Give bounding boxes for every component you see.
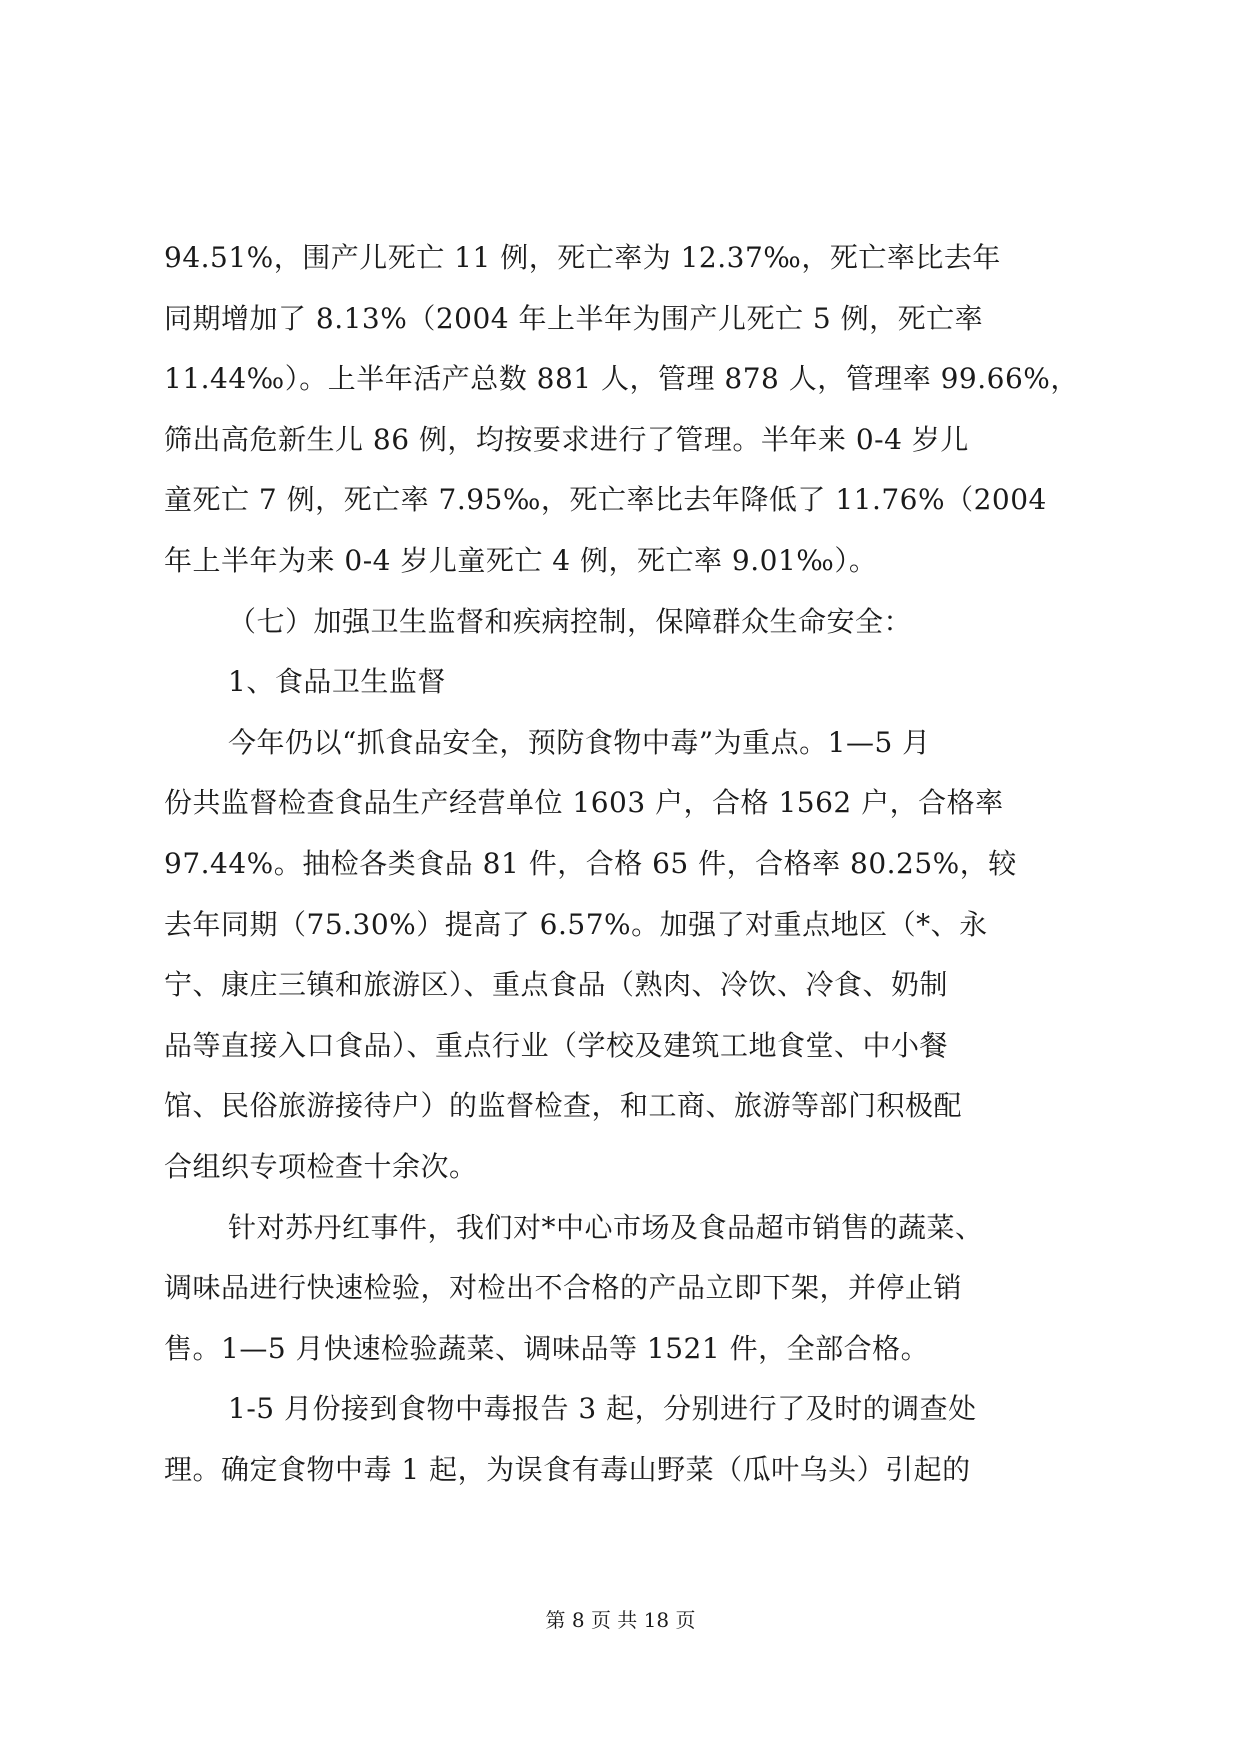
text-line: 11.44‰）。上半年活产总数 881 人，管理 878 人，管理率 99.66%，	[164, 362, 1079, 396]
text-line: 宁、康庄三镇和旅游区）、重点食品（熟肉、冷饮、冷食、奶制	[164, 968, 949, 1002]
text-line: 94.51%，围产儿死亡 11 例，死亡率为 12.37‰，死亡率比去年	[164, 241, 1001, 274]
document-body	[164, 228, 1084, 1500]
paragraph-start: 针对苏丹红事件，我们对*中心市场及食品超市销售的蔬菜、	[228, 1210, 984, 1244]
text-line: 筛出高危新生儿 86 例，均按要求进行了管理。半年来 0-4 岁儿	[164, 422, 969, 456]
text-line: 馆、民俗旅游接待户）的监督检查，和工商、旅游等部门积极配	[164, 1089, 963, 1123]
text-line: 份共监督检查食品生产经营单位 1603 户，合格 1562 户，合格率	[164, 786, 1004, 820]
text-line: 调味品进行快速检验，对检出不合格的产品立即下架，并停止销	[164, 1271, 963, 1305]
text-line: 去年同期（75.30%）提高了 6.57%。加强了对重点地区（*、永	[164, 907, 988, 941]
text-line: 售。1—5 月快速检验蔬菜、调味品等 1521 件，全部合格。	[164, 1331, 930, 1365]
page-footer: 第 8 页 共 18 页	[545, 1608, 696, 1632]
text-line: 理。确定食物中毒 1 起，为误食有毒山野菜（瓜叶乌头）引起的	[164, 1452, 971, 1486]
text-line: 品等直接入口食品）、重点行业（学校及建筑工地食堂、中小餐	[164, 1028, 949, 1062]
paragraph-start: 今年仍以“抓食品安全，预防食物中毒”为重点。1—5 月	[228, 725, 931, 759]
text-line: 同期增加了 8.13%（2004 年上半年为围产儿死亡 5 例，死亡率	[164, 301, 984, 335]
paragraph-start: 1-5 月份接到食物中毒报告 3 起，分别进行了及时的调查处	[228, 1392, 977, 1426]
text-line: 年上半年为来 0-4 岁儿童死亡 4 例，死亡率 9.01‰）。	[164, 543, 878, 577]
subsection-heading: 1、食品卫生监督	[228, 665, 446, 699]
text-line: 合组织专项检查十余次。	[164, 1149, 478, 1183]
text-line: 童死亡 7 例，死亡率 7.95‰，死亡率比去年降低了 11.76%（2004	[164, 483, 1047, 517]
text-line: 97.44%。抽检各类食品 81 件，合格 65 件，合格率 80.25%，较	[164, 846, 1017, 880]
section-heading: （七）加强卫生监督和疾病控制，保障群众生命安全：	[228, 604, 913, 638]
